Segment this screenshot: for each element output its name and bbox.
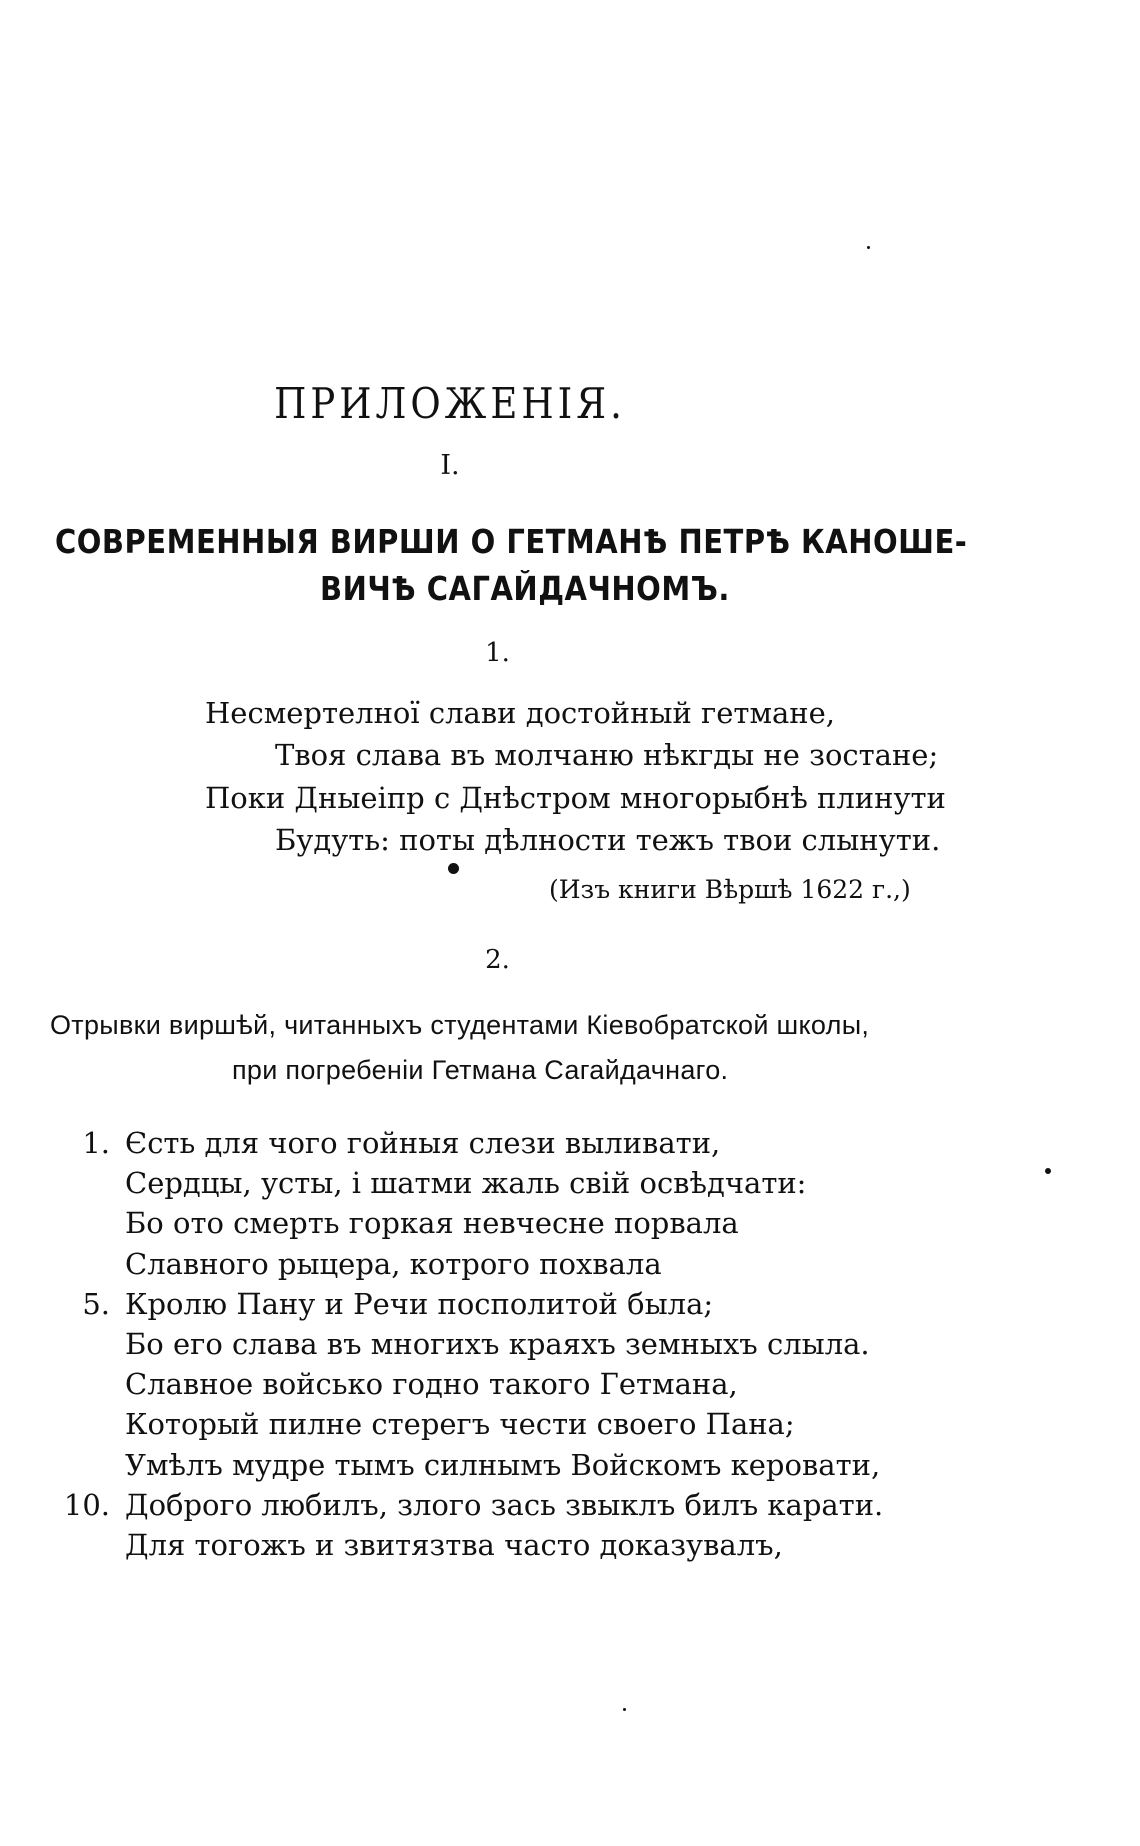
part-number-1: 1. [485, 638, 510, 668]
poem-line: Сердцы, усты, і шатми жаль свій освѣдчати: [125, 1166, 807, 1200]
poem-line: Єсть для чого гойныя слези выливати, [125, 1126, 721, 1160]
part-number-2: 2. [485, 945, 510, 975]
poem-line: Славное войсько годно такого Гетмана, [125, 1367, 738, 1401]
line-number: 10. [63, 1488, 110, 1522]
poem-line: Умѣлъ мудре тымъ силнымъ Войскомъ керовати, [125, 1448, 881, 1482]
verse-line: Несмертелноï слави достойный гетмане, [205, 696, 836, 730]
part-intro-line-1: Отрывки виршѣй, читанныхъ студентами Кіевобратской школы, [50, 1010, 870, 1040]
poem-line: Который пилне стерегъ чести своего Пана; [125, 1407, 795, 1441]
verse-line: Поки Дныеіпр с Днѣстром многорыбнѣ плинути [205, 781, 946, 815]
verse-line: Твоя слава въ молчаню нѣкгды не зостане; [275, 738, 939, 772]
section-heading-line-2: ВИЧѢ САГАЙДАЧНОМЪ. [320, 570, 730, 609]
poem-line: Доброго любилъ, злого зась звыклъ билъ карати. [125, 1488, 884, 1522]
poem-line: Кролю Пану и Речи посполитой была; [125, 1287, 714, 1321]
line-number: 1. [82, 1126, 110, 1160]
ink-spot [623, 1708, 626, 1711]
line-number: 5. [82, 1287, 110, 1321]
poem-line: Для тогожъ и звитязтва часто доказувалъ, [125, 1528, 783, 1562]
poem-line: Бо ото смерть горкая невчесне порвала [125, 1206, 739, 1240]
page-title: ПРИЛОЖЕНІЯ. [274, 378, 626, 429]
poem-line: Бо его слава въ многихъ краяхъ земныхъ слыла. [125, 1327, 870, 1361]
section-numeral: I. [440, 450, 460, 481]
section-heading-line-1: СОВРЕМЕННЫЯ ВИРШИ О ГЕТМАНѢ ПЕТРѢ КАНОШЕ- [55, 523, 968, 562]
ink-spot [448, 863, 459, 874]
verse-line: Будуть: поты дѣлности тежъ твои слынути. [275, 823, 941, 857]
part-intro-line-2: при погребеніи Гетмана Сагайдачнаго. [232, 1055, 729, 1085]
ink-spot [1045, 1168, 1051, 1174]
poem-line: Славного рыцера, котрого похвала [125, 1247, 662, 1281]
ink-spot [867, 246, 870, 249]
verse-source-citation: (Изъ книги Вѣршѣ 1622 г.,) [549, 875, 911, 904]
